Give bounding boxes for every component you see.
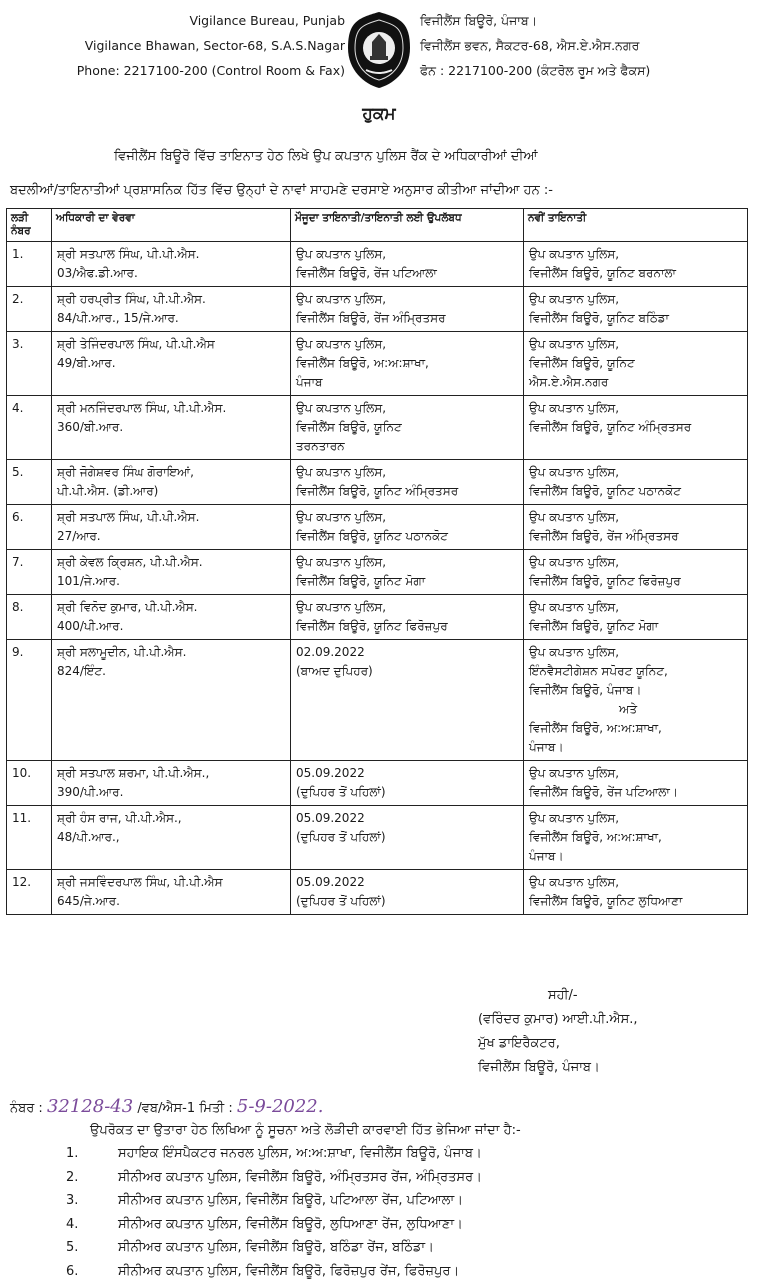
reference-prefix: ਨੰਬਰ : [10,1101,43,1116]
reference-number: 32128-43 [47,1096,133,1117]
cell-officer-line: ਸ਼੍ਰੀ ਜਸਵਿੰਦਰਪਾਲ ਸਿੰਘ, ਪੀ.ਪੀ.ਐਸ [57,873,285,892]
cell-current-posting [291,242,524,287]
cell-current-posting-line: ਉਪ ਕਪਤਾਨ ਪੁਲਿਸ, [296,553,518,572]
cell-current-posting-line: (ਦੁਪਿਹਰ ਤੋਂ ਪਹਿਲਾਂ) [296,828,518,847]
cell-current-posting-line: (ਦੁਪਿਹਰ ਤੋਂ ਪਹਿਲਾਂ) [296,892,518,911]
cell-officer-line: 824/ਇੰਟ. [57,662,285,681]
cell-officer-line: ਸ਼੍ਰੀ ਸਤਪਾਲ ਸ਼ਰਮਾ, ਪੀ.ਪੀ.ਐਸ., [57,764,285,783]
cell-officer-line: 101/ਜੇ.ਆਰ. [57,572,285,591]
cell-new-posting-line: ਵਿਜੀਲੈਂਸ ਬਿਊਰੋ, ਅ:ਅ:ਸ਼ਾਖਾ, [529,828,742,847]
transfer-table [6,208,748,915]
vigilance-bureau-emblem-icon [342,8,416,92]
list-item-text: ਸੀਨੀਅਰ ਕਪਤਾਨ ਪੁਲਿਸ, ਵਿਜੀਲੈਂਸ ਬਿਊਰੋ, ਫਿਰੋਜ਼ਪੁਰ ਰੇਂਜ, ਫਿਰੋਜ਼ਪੁਰ। [118,1260,459,1283]
cell-serial: 8. [7,595,52,640]
cell-officer [52,550,291,595]
cell-serial: 4. [7,396,52,460]
cell-new-posting [524,242,748,287]
cell-new-posting-line: ਉਪ ਕਪਤਾਨ ਪੁਲਿਸ, [529,643,742,662]
cell-new-posting-line: ਵਿਜੀਲੈਂਸ ਬਿਊਰੋ, ਯੂਨਿਟ ਪਠਾਨਕੋਟ [529,482,742,501]
cell-current-posting-line: ਉਪ ਕਪਤਾਨ ਪੁਲਿਸ, [296,335,518,354]
table-row [7,806,748,870]
table-row [7,761,748,806]
intro-line: ਬਦਲੀਆਂ/ਤਾਇਨਾਤੀਆਂ ਪ੍ਰਸ਼ਾਸਨਿਕ ਹਿੱਤ ਵਿੱਚ ਉਨ੍ਹਾਂ ਦੇ ਨਾਵਾਂ ਸਾਹਮਣੇ ਦਰਸਾਏ ਅਨੁਸਾਰ ਕੀਤੀਆ ਜਾਂਦੀਆ ਹਨ :- [10,174,748,208]
column-header-new-posting: ਨਵੀਂ ਤਾਇਨਾਤੀ [524,209,748,242]
cell-officer-line: 48/ਪੀ.ਆਰ., [57,828,285,847]
cell-new-posting-line: ਵਿਜੀਲੈਂਸ ਬਿਊਰੋ, ਅ:ਅ:ਸ਼ਾਖਾ, [529,719,742,738]
cell-officer [52,396,291,460]
cell-current-posting-line: ਉਪ ਕਪਤਾਨ ਪੁਲਿਸ, [296,290,518,309]
cell-serial: 6. [7,505,52,550]
cell-new-posting-line: ਉਪ ਕਪਤਾਨ ਪੁਲਿਸ, [529,553,742,572]
cell-new-posting-line: ਉਪ ਕਪਤਾਨ ਪੁਲਿਸ, [529,873,742,892]
cell-new-posting [524,287,748,332]
cell-officer-line: 645/ਜੇ.ਆਰ. [57,892,285,911]
cell-serial: 5. [7,460,52,505]
cell-new-posting-line: ਇੰਨਵੈਸਟੀਗੇਸ਼ਨ ਸਪੋਰਟ ਯੂਨਿਟ, [529,662,742,681]
cell-new-posting [524,550,748,595]
column-header-current-posting: ਮੌਜੂਦਾ ਤਾਇਨਾਤੀ/ਤਾਇਨਾਤੀ ਲਈ ਉਪਲੱਬਧ [291,209,524,242]
cell-officer-line: 390/ਪੀ.ਆਰ. [57,783,285,802]
column-header-serial: ਲੜੀ ਨੰਬਰ [7,209,52,242]
cell-current-posting-line: 02.09.2022 [296,643,518,662]
list-item [66,1142,756,1166]
cell-officer-line: ਸ਼੍ਰੀ ਮਨਜਿੰਦਰਪਾਲ ਸਿੰਘ, ਪੀ.ਪੀ.ਐਸ. [57,399,285,418]
cell-current-posting-line: 05.09.2022 [296,873,518,892]
reference-line [10,1096,750,1117]
table-row [7,505,748,550]
cell-new-posting-line: ਉਪ ਕਪਤਾਨ ਪੁਲਿਸ, [529,598,742,617]
list-item [66,1166,756,1190]
cell-serial: 11. [7,806,52,870]
cell-new-posting [524,806,748,870]
list-item [66,1236,756,1260]
cell-officer-line: ਸ਼੍ਰੀ ਜੋਗੇਸ਼ਵਰ ਸਿੰਘ ਗੋਰਾਇਆਂ, [57,463,285,482]
cell-officer-line: 400/ਪੀ.ਆਰ. [57,617,285,636]
cell-new-posting [524,595,748,640]
cell-new-posting-line: ਵਿਜੀਲੈਂਸ ਬਿਊਰੋ, ਯੂਨਿਟ [529,354,742,373]
cell-new-posting-line: ਉਪ ਕਪਤਾਨ ਪੁਲਿਸ, [529,290,742,309]
table-header-row [7,209,748,242]
table-row [7,242,748,287]
signature-line: ਵਿਜੀਲੈਂਸ ਬਿਊਰੋ, ਪੰਜਾਬ। [478,1056,748,1080]
signature-line: ਮੁੱਖ ਡਾਇਰੈਕਟਰ, [478,1032,748,1056]
cell-new-posting [524,505,748,550]
cell-serial: 9. [7,640,52,761]
cell-current-posting [291,396,524,460]
letterhead-punjabi [420,8,750,83]
list-item-number: 1. [66,1142,118,1166]
table-body [7,242,748,915]
signature-block [478,984,748,1080]
cell-new-posting [524,332,748,396]
forward-text: ਉਪਰੋਕਤ ਦਾ ਉਤਾਰਾ ਹੇਠ ਲਿਖਿਆ ਨੂੰ ਸੂਚਨਾ ਅਤੇ ਲੋੜੀਦੀ ਕਾਰਵਾਈ ਹਿੱਤ ਭੇਜਿਆ ਜਾਂਦਾ ਹੈ:- [90,1123,750,1138]
cell-new-posting-line: ਵਿਜੀਲੈਂਸ ਬਿਊਰੋ, ਯੂਨਿਟ ਮੋਗਾ [529,617,742,636]
cell-current-posting-line: ਵਿਜੀਲੈਂਸ ਬਿਊਰੋ, ਯੂਨਿਟ ਅੰਮ੍ਰਿਤਸਰ [296,482,518,501]
cell-officer-line: ਸ਼੍ਰੀ ਕੇਵਲ ਕ੍ਰਿਸ਼ਨ, ਪੀ.ਪੀ.ਐਸ. [57,553,285,572]
cell-new-posting-line: ਵਿਜੀਲੈਂਸ ਬਿਊਰੋ, ਰੇਂਜ ਅੰਮ੍ਰਿਤਸਰ [529,527,742,546]
cell-officer [52,761,291,806]
cell-officer [52,332,291,396]
cell-serial: 2. [7,287,52,332]
cell-current-posting-line: ਉਪ ਕਪਤਾਨ ਪੁਲਿਸ, [296,245,518,264]
cell-officer-line: ਸ਼੍ਰੀ ਹਰਪ੍ਰੀਤ ਸਿੰਘ, ਪੀ.ਪੀ.ਐਸ. [57,290,285,309]
cell-current-posting-line: (ਦੁਪਿਹਰ ਤੋਂ ਪਹਿਲਾਂ) [296,783,518,802]
table-row [7,640,748,761]
cell-current-posting-line: ਵਿਜੀਲੈਂਸ ਬਿਊਰੋ, ਯੂਨਿਟ ਪਠਾਨਕੋਟ [296,527,518,546]
signature-line: (ਵਰਿੰਦਰ ਕੁਮਾਰ) ਆਈ.ਪੀ.ਐਸ., [478,1008,748,1032]
table-row [7,870,748,915]
cell-current-posting-line: ਤਰਨਤਾਰਨ [296,437,518,456]
cell-new-posting-line: ਪੰਜਾਬ। [529,847,742,866]
reference-middle: /ਵਬ/ਐਸ-1 ਮਿਤੀ : [137,1101,232,1116]
cell-current-posting-line: ਵਿਜੀਲੈਂਸ ਬਿਊਰੋ, ਰੇਂਜ ਅੰਮ੍ਰਿਤਸਰ [296,309,518,328]
distribution-list [66,1142,756,1283]
cell-new-posting-line: ਉਪ ਕਪਤਾਨ ਪੁਲਿਸ, [529,335,742,354]
cell-current-posting [291,550,524,595]
list-item-number: 4. [66,1213,118,1237]
cell-officer [52,595,291,640]
cell-current-posting [291,806,524,870]
cell-new-posting-line: ਉਪ ਕਪਤਾਨ ਪੁਲਿਸ, [529,399,742,418]
cell-current-posting-line: ਉਪ ਕਪਤਾਨ ਪੁਲਿਸ, [296,463,518,482]
cell-officer-line: 27/ਆਰ. [57,527,285,546]
cell-officer-line: ਸ਼੍ਰੀ ਸਲਾਮੂਦੀਨ, ਪੀ.ਪੀ.ਐਸ. [57,643,285,662]
cell-new-posting-line: ਅਤੇ [529,700,742,719]
cell-current-posting-line: ਪੰਜਾਬ [296,373,518,392]
list-item-number: 6. [66,1260,118,1283]
cell-current-posting-line: ਵਿਜੀਲੈਂਸ ਬਿਊਰੋ, ਯੂਨਿਟ [296,418,518,437]
cell-new-posting-line: ਵਿਜੀਲੈਂਸ ਬਿਊਰੋ, ਰੇਂਜ ਪਟਿਆਲਾ। [529,783,742,802]
cell-officer-line: ਸ਼੍ਰੀ ਸਤਪਾਲ ਸਿੰਘ, ਪੀ.ਪੀ.ਐਸ. [57,245,285,264]
cell-officer-line: 360/ਬੀ.ਆਰ. [57,418,285,437]
cell-officer-line: ਪੀ.ਪੀ.ਐਸ. (ਡੀ.ਆਰ) [57,482,285,501]
cell-current-posting-line: ਵਿਜੀਲੈਂਸ ਬਿਊਰੋ, ਯੂਨਿਟ ਫਿਰੋਜ਼ਪੁਰ [296,617,518,636]
cell-new-posting-line: ਉਪ ਕਪਤਾਨ ਪੁਲਿਸ, [529,463,742,482]
cell-officer [52,640,291,761]
cell-new-posting-line: ਵਿਜੀਲੈਂਸ ਬਿਊਰੋ, ਯੂਨਿਟ ਫਿਰੋਜ਼ਪੁਰ [529,572,742,591]
letterhead-pa-line: ਫੋਨ : 2217100-200 (ਕੰਟਰੋਲ ਰੂਮ ਅਤੇ ਫੈਕਸ) [420,58,750,83]
table-row [7,595,748,640]
cell-current-posting [291,287,524,332]
cell-current-posting-line: ਉਪ ਕਪਤਾਨ ਪੁਲਿਸ, [296,598,518,617]
cell-officer-line: ਸ਼੍ਰੀ ਹੰਸ ਰਾਜ, ਪੀ.ਪੀ.ਐਸ., [57,809,285,828]
cell-serial: 3. [7,332,52,396]
cell-officer [52,287,291,332]
cell-current-posting-line: ਉਪ ਕਪਤਾਨ ਪੁਲਿਸ, [296,508,518,527]
cell-current-posting [291,640,524,761]
cell-officer [52,460,291,505]
cell-serial: 1. [7,242,52,287]
cell-current-posting-line: ਉਪ ਕਪਤਾਨ ਪੁਲਿਸ, [296,399,518,418]
cell-officer-line: ਸ਼੍ਰੀ ਵਿਨੋਦ ਕੁਮਾਰ, ਪੀ.ਪੀ.ਐਸ. [57,598,285,617]
cell-current-posting [291,460,524,505]
cell-serial: 12. [7,870,52,915]
cell-new-posting-line: ਪੰਜਾਬ। [529,738,742,757]
cell-current-posting-line: (ਬਾਅਦ ਦੁਪਿਹਰ) [296,662,518,681]
cell-new-posting [524,460,748,505]
cell-officer-line: ਸ਼੍ਰੀ ਤੇਜਿੰਦਰਪਾਲ ਸਿੰਘ, ਪੀ.ਪੀ.ਐਸ [57,335,285,354]
list-item-text: ਸੀਨੀਅਰ ਕਪਤਾਨ ਪੁਲਿਸ, ਵਿਜੀਲੈਂਸ ਬਿਊਰੋ, ਬਠਿੰਡਾ ਰੇਂਜ, ਬਠਿੰਡਾ। [118,1236,434,1260]
column-header-officer: ਅਧਿਕਾਰੀ ਦਾ ਵੇਰਵਾ [52,209,291,242]
cell-officer [52,505,291,550]
cell-officer-line: ਸ਼੍ਰੀ ਸਤਪਾਲ ਸਿੰਘ, ਪੀ.ਪੀ.ਐਸ. [57,508,285,527]
letterhead [0,0,758,95]
cell-new-posting [524,640,748,761]
list-item-number: 3. [66,1189,118,1213]
cell-new-posting-line: ਐਸ.ਏ.ਐਸ.ਨਗਰ [529,373,742,392]
cell-new-posting-line: ਵਿਜੀਲੈਂਸ ਬਿਊਰੋ, ਯੂਨਿਟ ਅੰਮ੍ਰਿਤਸਰ [529,418,742,437]
cell-new-posting-line: ਉਪ ਕਪਤਾਨ ਪੁਲਿਸ, [529,809,742,828]
list-item [66,1189,756,1213]
cell-serial: 10. [7,761,52,806]
cell-current-posting [291,761,524,806]
cell-current-posting [291,870,524,915]
cell-officer-line: 84/ਪੀ.ਆਰ., 15/ਜੇ.ਆਰ. [57,309,285,328]
cell-current-posting [291,595,524,640]
table-row [7,460,748,505]
list-item-text: ਸਹਾਇਕ ਇੰਸਪੈਕਟਰ ਜਨਰਲ ਪੁਲਿਸ, ਅ:ਅ:ਸ਼ਾਖਾ, ਵਿਜੀਲੈਂਸ ਬਿਊਰੋ, ਪੰਜਾਬ। [118,1142,482,1166]
list-item-text: ਸੀਨੀਅਰ ਕਪਤਾਨ ਪੁਲਿਸ, ਵਿਜੀਲੈਂਸ ਬਿਊਰੋ, ਲੁਧਿਆਣਾ ਰੇਂਜ, ਲੁਧਿਆਣਾ। [118,1213,463,1237]
cell-officer [52,242,291,287]
cell-current-posting-line: ਵਿਜੀਲੈਂਸ ਬਿਊਰੋ, ਅ:ਅ:ਸ਼ਾਖਾ, [296,354,518,373]
cell-new-posting-line: ਉਪ ਕਪਤਾਨ ਪੁਲਿਸ, [529,508,742,527]
cell-new-posting [524,761,748,806]
order-title: ਹੁਕਮ [0,104,758,124]
intro-line: ਵਿਜੀਲੈਂਸ ਬਿਊਰੋ ਵਿੱਚ ਤਾਇਨਾਤ ਹੇਠ ਲਿਖੇ ਉਪ ਕਪਤਾਨ ਪੁਲਿਸ ਰੈਂਕ ਦੇ ਅਧਿਕਾਰੀਆਂ ਦੀਆਂ [10,140,748,174]
cell-current-posting-line: ਵਿਜੀਲੈਂਸ ਬਿਊਰੋ, ਰੇਂਜ ਪਟਿਆਲਾ [296,264,518,283]
cell-new-posting-line: ਵਿਜੀਲੈਂਸ ਬਿਊਰੋ, ਯੂਨਿਟ ਬਰਨਾਲਾ [529,264,742,283]
table-row [7,287,748,332]
letterhead-english [40,8,345,83]
table-row [7,332,748,396]
cell-officer [52,806,291,870]
table-row [7,550,748,595]
cell-new-posting-line: ਵਿਜੀਲੈਂਸ ਬਿਊਰੋ, ਪੰਜਾਬ। [529,681,742,700]
cell-serial: 7. [7,550,52,595]
cell-new-posting-line: ਵਿਜੀਲੈਂਸ ਬਿਊਰੋ, ਯੂਨਿਟ ਲੁਧਿਆਣਾ [529,892,742,911]
list-item-text: ਸੀਨੀਅਰ ਕਪਤਾਨ ਪੁਲਿਸ, ਵਿਜੀਲੈਂਸ ਬਿਊਰੋ, ਪਟਿਆਲਾ ਰੇਂਜ, ਪਟਿਆਲਾ। [118,1189,463,1213]
list-item-text: ਸੀਨੀਅਰ ਕਪਤਾਨ ਪੁਲਿਸ, ਵਿਜੀਲੈਂਸ ਬਿਊਰੋ, ਅੰਮ੍ਰਿਤਸਰ ਰੇਂਜ, ਅੰਮ੍ਰਿਤਸਰ। [118,1166,482,1190]
list-item [66,1213,756,1237]
cell-officer-line: 03/ਐਫ.ਡੀ.ਆਰ. [57,264,285,283]
table-row [7,396,748,460]
list-item [66,1260,756,1283]
signature-line: ਸਹੀ/- [478,984,748,1008]
reference-date: 5-9-2022. [237,1096,324,1117]
list-item-number: 2. [66,1166,118,1190]
cell-current-posting [291,505,524,550]
cell-new-posting [524,870,748,915]
cell-current-posting-line: 05.09.2022 [296,764,518,783]
cell-current-posting-line: ਵਿਜੀਲੈਂਸ ਬਿਊਰੋ, ਯੂਨਿਟ ਮੋਗਾ [296,572,518,591]
cell-current-posting [291,332,524,396]
letterhead-en-line: Vigilance Bureau, Punjab [40,8,345,33]
letterhead-en-line: Vigilance Bhawan, Sector-68, S.A.S.Nagar [40,33,345,58]
cell-new-posting-line: ਉਪ ਕਪਤਾਨ ਪੁਲਿਸ, [529,764,742,783]
cell-new-posting [524,396,748,460]
cell-new-posting-line: ਉਪ ਕਪਤਾਨ ਪੁਲਿਸ, [529,245,742,264]
intro-paragraph [10,140,748,208]
letterhead-pa-line: ਵਿਜੀਲੈਂਸ ਬਿਊਰੋ, ਪੰਜਾਬ। [420,8,750,33]
cell-current-posting-line: 05.09.2022 [296,809,518,828]
list-item-number: 5. [66,1236,118,1260]
letterhead-en-line: Phone: 2217100-200 (Control Room & Fax) [40,58,345,83]
cell-officer-line: 49/ਬੀ.ਆਰ. [57,354,285,373]
cell-officer [52,870,291,915]
cell-new-posting-line: ਵਿਜੀਲੈਂਸ ਬਿਊਰੋ, ਯੂਨਿਟ ਬਠਿੰਡਾ [529,309,742,328]
letterhead-pa-line: ਵਿਜੀਲੈਂਸ ਭਵਨ, ਸੈਕਟਰ-68, ਐਸ.ਏ.ਐਸ.ਨਗਰ [420,33,750,58]
